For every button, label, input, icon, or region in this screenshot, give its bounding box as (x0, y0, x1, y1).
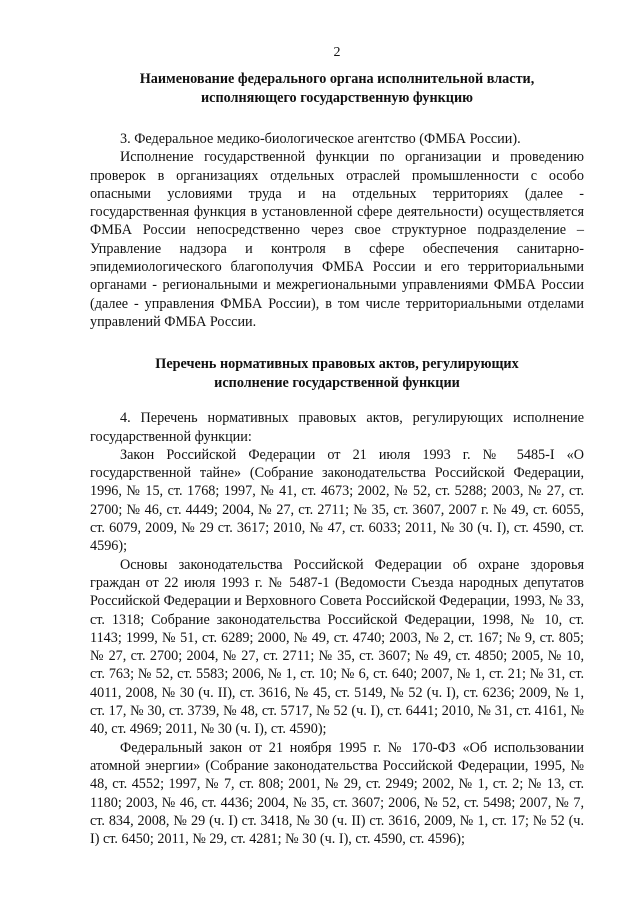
paragraph-acts-list-intro: 4. Перечень нормативных правовых актов, регулирующих исполнение государственной функции: (90, 410, 584, 445)
paragraph-function-execution: Исполнение государственной функции по организации и проведению проверок в организациях отдельных отраслей промышленности с особо опасными условиями труда и на отдельных территориях (далее - государственная функция в установленной сфере деятельности) осуществляется ФМБА России непосредственно через свое структурное подразделение – Управление надзора и контроля в сфере обеспечения санитарно-эпидемиологического благополучия ФМБА России и его территориальными органами - региональными и межрегиональными управлениями ФМБА России (далее - управления ФМБА России), в том числе территориальными отделами управлений ФМБА России. (90, 149, 584, 330)
section-heading-authority (90, 70, 584, 108)
paragraph-law-health-protection: Основы законодательства Российской Федерации об охране здоровья граждан от 22 июля 1993 г. № 5487-1 (Ведомости Съезда народных депутатов Российской Федерации и Верховного Совета Российской Федерации, 1993, № 33, ст. 1318; Собрание законодательства Российской Федерации, 1998, № 10, ст. 1143; 1999, № 51, ст. 6289; 2000, № 49, ст. 4740; 2003, № 2, ст. 167; № 9, ст. 805; № 27, ст. 2700; 2004, № 27, ст. 2711; № 35, ст. 3607; № 49, ст. 4850; 2005, № 10, ст. 763; № 52, ст. 5583; 2006, № 1, ст. 10; № 6, ст. 640; 2007, № 1, ст. 21; № 31, ст. 4011, 2008, № 30 (ч. II), ст. 3616, № 45, ст. 5149, № 52 (ч. I), ст. 6236; 2009, № 1, ст. 17, № 30, ст. 3739, № 48, ст. 5717, № 52 (ч. I), ст. 6441; 2010, № 31, ст. 4161, № 40, ст. 4969; 2011, № 30 (ч. I), ст. 4590); (90, 556, 584, 738)
paragraph-law-atomic-energy: Федеральный закон от 21 ноября 1995 г. № 170-ФЗ «Об использовании атомной энергии» (Собрание законодательства Российской Федерации, 1995, № 48, ст. 4552; 1997, № 7, ст. 808; 2001, № 29, ст. 2949; 2002, № 1, ст. 2; № 13, ст. 1180; 2003, № 46, ст. 4436; 2004, № 35, ст. 3607; 2006, № 52, ст. 5498; 2007, № 7, ст. 834, 2008, № 29 (ч. I) ст. 3418, № 30 (ч. II) ст. 3616, 2009, № 1, ст. 17; № 52 (ч. I) ст. 6450; 2011, № 29, ст. 4281; № 30 (ч. I), ст. 4590, ст. 4596); (90, 739, 584, 848)
paragraph-law-state-secret: Закон Российской Федерации от 21 июля 1993 г. № 5485-I «О государственной тайне» (Собрание законодательства Российской Федерации, 1996, № 15, ст. 1768; 1997, № 41, ст. 4673; 2002, № 52, ст. 5288; 2003, № 27, ст. 2700; № 46, ст. 4449; 2004, № 27, ст. 2711; № 35, ст. 3607, 2007 г. № 49, ст. 6055, ст. 6079, 2009, № 29 ст. 3617; 2010, № 47, ст. 6033; 2011, № 30 (ч. I), ст. 4590, ст. 4596); (90, 446, 584, 555)
spacer (90, 108, 584, 130)
heading-line: исполнение государственной функции (214, 375, 460, 392)
spacer (90, 331, 584, 355)
spacer (90, 393, 584, 409)
heading-line: Перечень нормативных правовых актов, регулирующих (155, 356, 519, 373)
heading-line: исполняющего государственную функцию (200, 90, 473, 106)
paragraph-agency: 3. Федеральное медико-биологическое агентство (ФМБА России). (120, 131, 521, 147)
section-heading-legal-acts (90, 355, 584, 393)
page-number: 2 (333, 45, 341, 60)
heading-line: Наименование федерального органа исполнительной власти, (139, 71, 535, 87)
